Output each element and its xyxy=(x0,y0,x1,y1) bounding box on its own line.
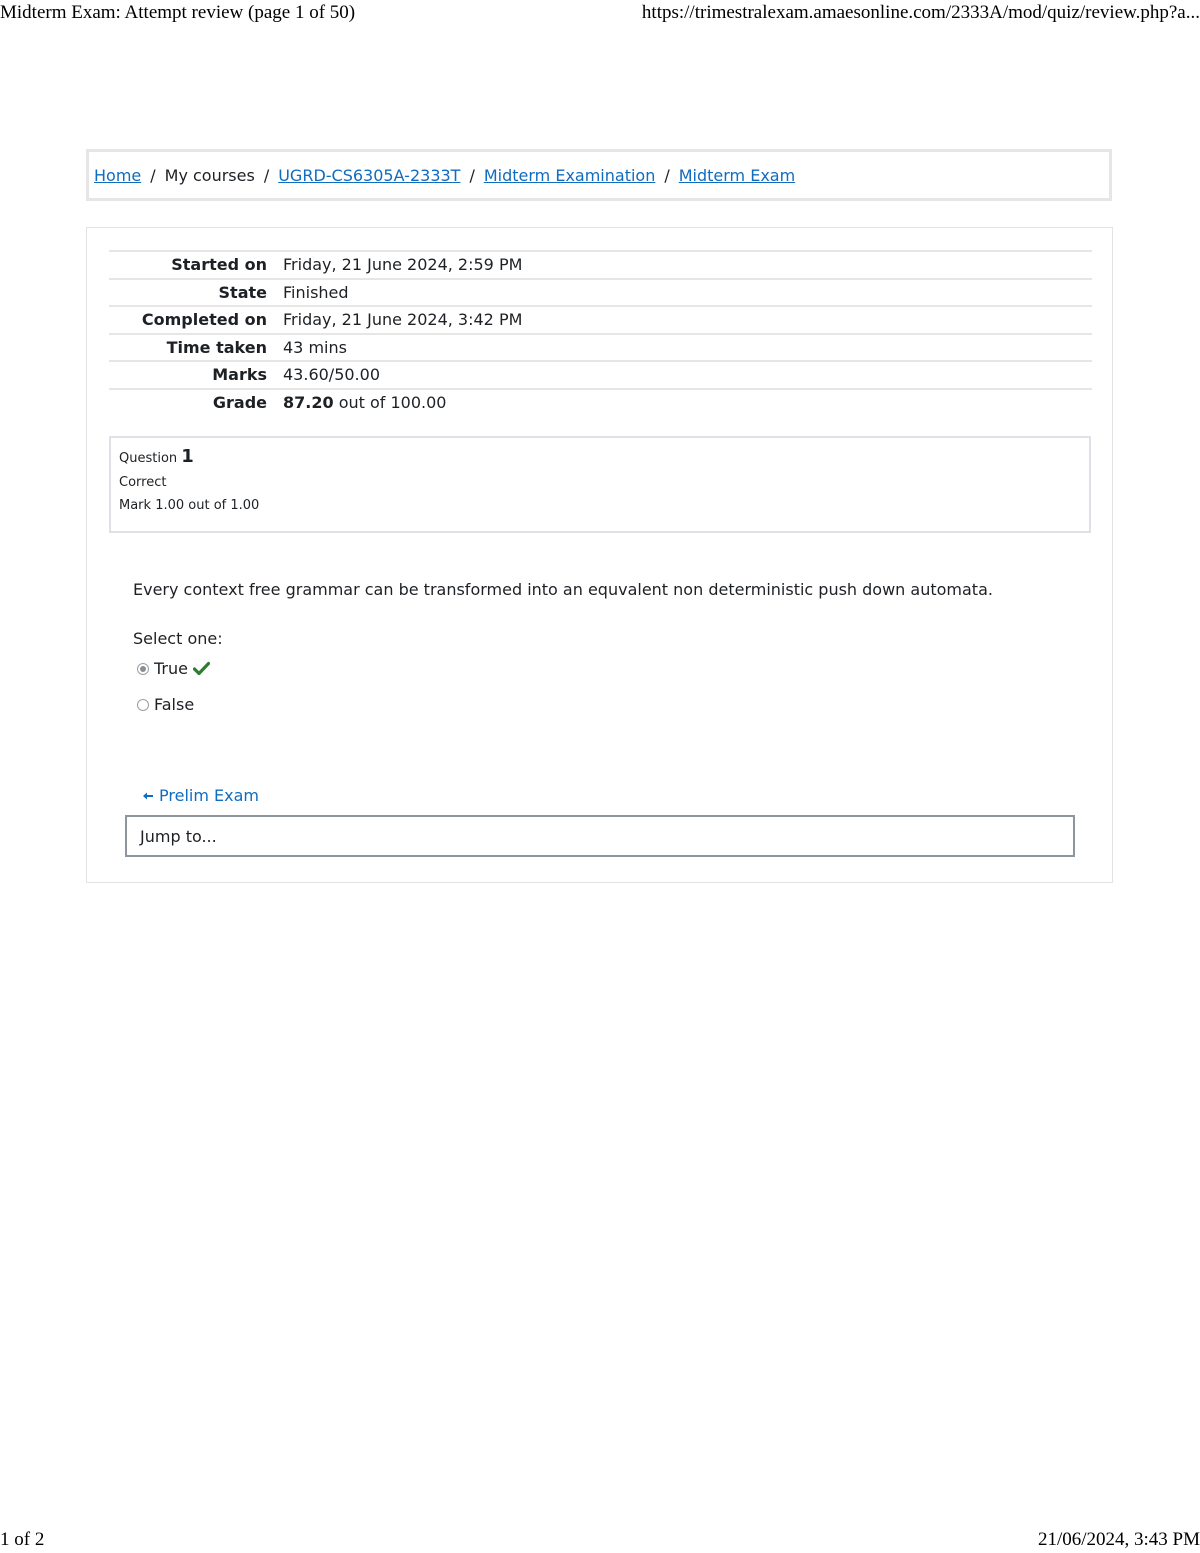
summary-row-grade xyxy=(109,389,1092,417)
question-status: Correct xyxy=(119,475,167,490)
radio-true[interactable] xyxy=(137,663,149,675)
grade-label: Grade xyxy=(212,393,267,413)
question-label: Question xyxy=(119,451,178,466)
left-arrow-icon xyxy=(143,792,153,800)
breadcrumb-quiz-link[interactable]: Midterm Exam xyxy=(678,165,796,185)
jump-to-select[interactable] xyxy=(125,815,1075,857)
check-icon xyxy=(193,661,210,676)
breadcrumb-course-link[interactable]: UGRD-CS6305A-2333T xyxy=(278,165,461,185)
option-true-label: True xyxy=(154,659,188,678)
question-heading xyxy=(119,446,1081,467)
grade-suffix: out of 100.00 xyxy=(338,393,447,413)
breadcrumb-my-courses: My courses xyxy=(164,165,255,185)
print-title: Midterm Exam: Attempt review (page 1 of 50) xyxy=(0,2,356,23)
summary-row-completed xyxy=(109,306,1092,334)
jump-to-placeholder: Jump to... xyxy=(140,826,217,846)
breadcrumb-home-link[interactable]: Home xyxy=(94,165,142,185)
completed-on-value: Friday, 21 June 2024, 3:42 PM xyxy=(283,310,523,330)
question-info-box xyxy=(109,436,1091,533)
completed-on-label: Completed on xyxy=(141,310,267,330)
prev-activity-label: Prelim Exam xyxy=(159,786,259,805)
summary-row-time-taken xyxy=(109,334,1092,362)
print-datetime: 21/06/2024, 3:43 PM xyxy=(1037,1529,1200,1550)
grade-value-cell xyxy=(283,389,1092,417)
attempt-summary-table xyxy=(109,250,1092,416)
print-footer xyxy=(0,1527,1200,1553)
breadcrumb-separator: / xyxy=(469,165,475,185)
breadcrumb-separator: / xyxy=(263,165,270,185)
breadcrumb xyxy=(86,149,1112,201)
breadcrumb-section-link[interactable]: Midterm Examination xyxy=(483,165,656,185)
summary-row-state xyxy=(109,279,1092,307)
print-page-number: 1 of 2 xyxy=(0,1529,45,1550)
print-url: https://trimestralexam.amaesonline.com/2333A/mod/quiz/review.php?a... xyxy=(641,2,1200,23)
breadcrumb-separator: / xyxy=(150,165,156,185)
time-taken-label: Time taken xyxy=(166,337,267,357)
option-false-label: False xyxy=(154,695,195,714)
breadcrumb-separator: / xyxy=(664,165,670,185)
state-label: State xyxy=(218,282,267,302)
started-on-label: Started on xyxy=(171,255,267,275)
grade-value: 87.20 xyxy=(283,393,334,413)
state-value: Finished xyxy=(283,282,349,302)
summary-row-marks xyxy=(109,361,1092,389)
marks-label: Marks xyxy=(212,365,267,385)
print-header xyxy=(0,0,1200,26)
main-content xyxy=(86,227,1113,883)
question-text: Every context free grammar can be transformed into an equvalent non deterministic push down automata. xyxy=(133,580,993,599)
time-taken-value: 43 mins xyxy=(283,337,347,357)
answer-option-false[interactable] xyxy=(137,695,194,714)
marks-value: 43.60/50.00 xyxy=(283,365,380,385)
started-on-value: Friday, 21 June 2024, 2:59 PM xyxy=(283,255,523,275)
answer-prompt: Select one: xyxy=(133,629,223,648)
question-number: 1 xyxy=(181,446,194,467)
summary-row-started xyxy=(109,251,1092,279)
prev-activity-link[interactable] xyxy=(143,786,259,805)
question-mark: Mark 1.00 out of 1.00 xyxy=(119,498,260,513)
answer-option-true[interactable] xyxy=(137,659,210,678)
radio-false[interactable] xyxy=(137,699,149,711)
